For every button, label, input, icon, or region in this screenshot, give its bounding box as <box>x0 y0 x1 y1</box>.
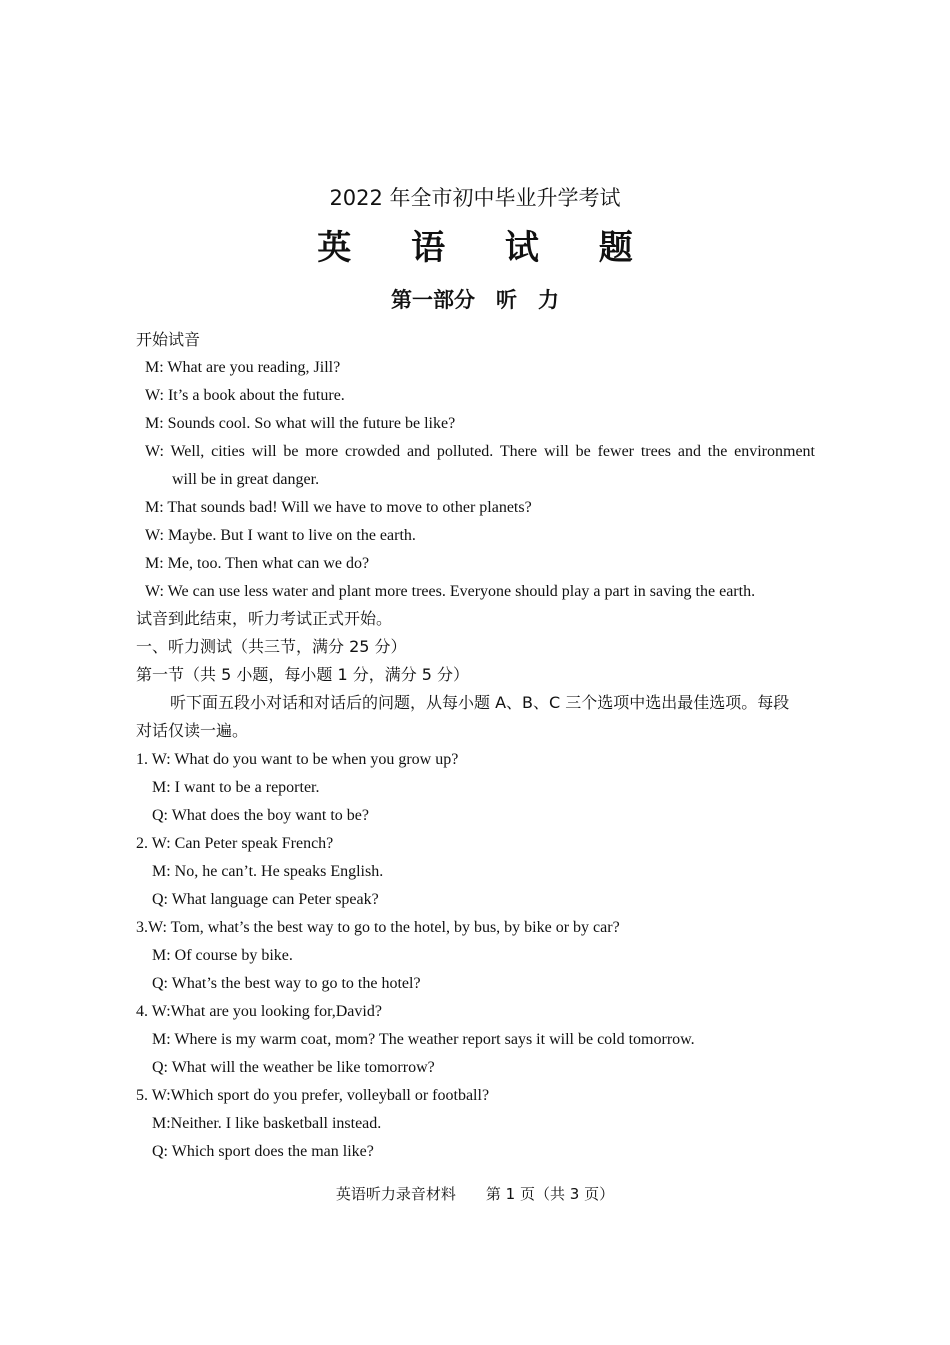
trial-line: M: Sounds cool. So what will the future be like? <box>145 415 456 432</box>
question-prompt: Q: Which sport does the man like? <box>152 1143 374 1160</box>
section-heading: 一、听力测试（共三节，满分 25 分） <box>136 637 407 656</box>
question-line: M: I want to be a reporter. <box>152 779 320 796</box>
instruction-line: 对话仅读一遍。 <box>136 721 249 740</box>
question-line: 4. W:What are you looking for,David? <box>136 1003 382 1020</box>
trial-line: W: It’s a book about the future. <box>145 387 345 404</box>
instruction-line: 听下面五段小对话和对话后的问题，从每小题 A、B、C 三个选项中选出最佳选项。每段 <box>170 693 790 712</box>
page-footer: 英语听力录音材料 第 1 页（共 3 页） <box>335 1185 615 1203</box>
question-line: M: Of course by bike. <box>152 947 293 964</box>
question-line: 1. W: What do you want to be when you grow up? <box>136 751 459 768</box>
question-line: 2. W: Can Peter speak French? <box>136 835 334 852</box>
question-prompt: Q: What does the boy want to be? <box>152 807 369 824</box>
trial-line: W: We can use less water and plant more trees. Everyone should play a part in saving the earth. <box>145 583 756 600</box>
subject-title: 英 语 试 题 <box>317 228 657 268</box>
trial-line: will be in great danger. <box>172 471 320 488</box>
question-line: 5. W:Which sport do you prefer, volleyball or football? <box>136 1087 490 1104</box>
trial-line: M: Me, too. Then what can we do? <box>145 555 370 572</box>
trial-line: W: Well, cities will be more crowded and polluted. There will be fewer trees and the environment <box>145 443 815 460</box>
question-line: M:Neither. I like basketball instead. <box>152 1115 382 1132</box>
trial-end-note: 试音到此结束，听力考试正式开始。 <box>136 609 393 628</box>
trial-line: M: What are you reading, Jill? <box>145 359 341 376</box>
part1-heading: 第一节（共 5 小题，每小题 1 分，满分 5 分） <box>136 665 470 684</box>
question-prompt: Q: What language can Peter speak? <box>152 891 379 908</box>
question-line: M: Where is my warm coat, mom? The weather report says it will be cold tomorrow. <box>152 1031 695 1048</box>
trial-line: M: That sounds bad! Will we have to move to other planets? <box>145 499 532 516</box>
trial-line: W: Maybe. But I want to live on the earth. <box>145 527 416 544</box>
question-line: 3.W: Tom, what’s the best way to go to the hotel, by bus, by bike or by car? <box>136 919 620 936</box>
exam-title: 2022 年全市初中毕业升学考试 <box>329 186 621 210</box>
question-line: M: No, he can’t. He speaks English. <box>152 863 384 880</box>
part-title: 第一部分 听 力 <box>391 288 559 312</box>
question-prompt: Q: What will the weather be like tomorrow? <box>152 1059 435 1076</box>
trial-heading: 开始试音 <box>136 330 201 349</box>
question-prompt: Q: What’s the best way to go to the hotel? <box>152 975 421 992</box>
